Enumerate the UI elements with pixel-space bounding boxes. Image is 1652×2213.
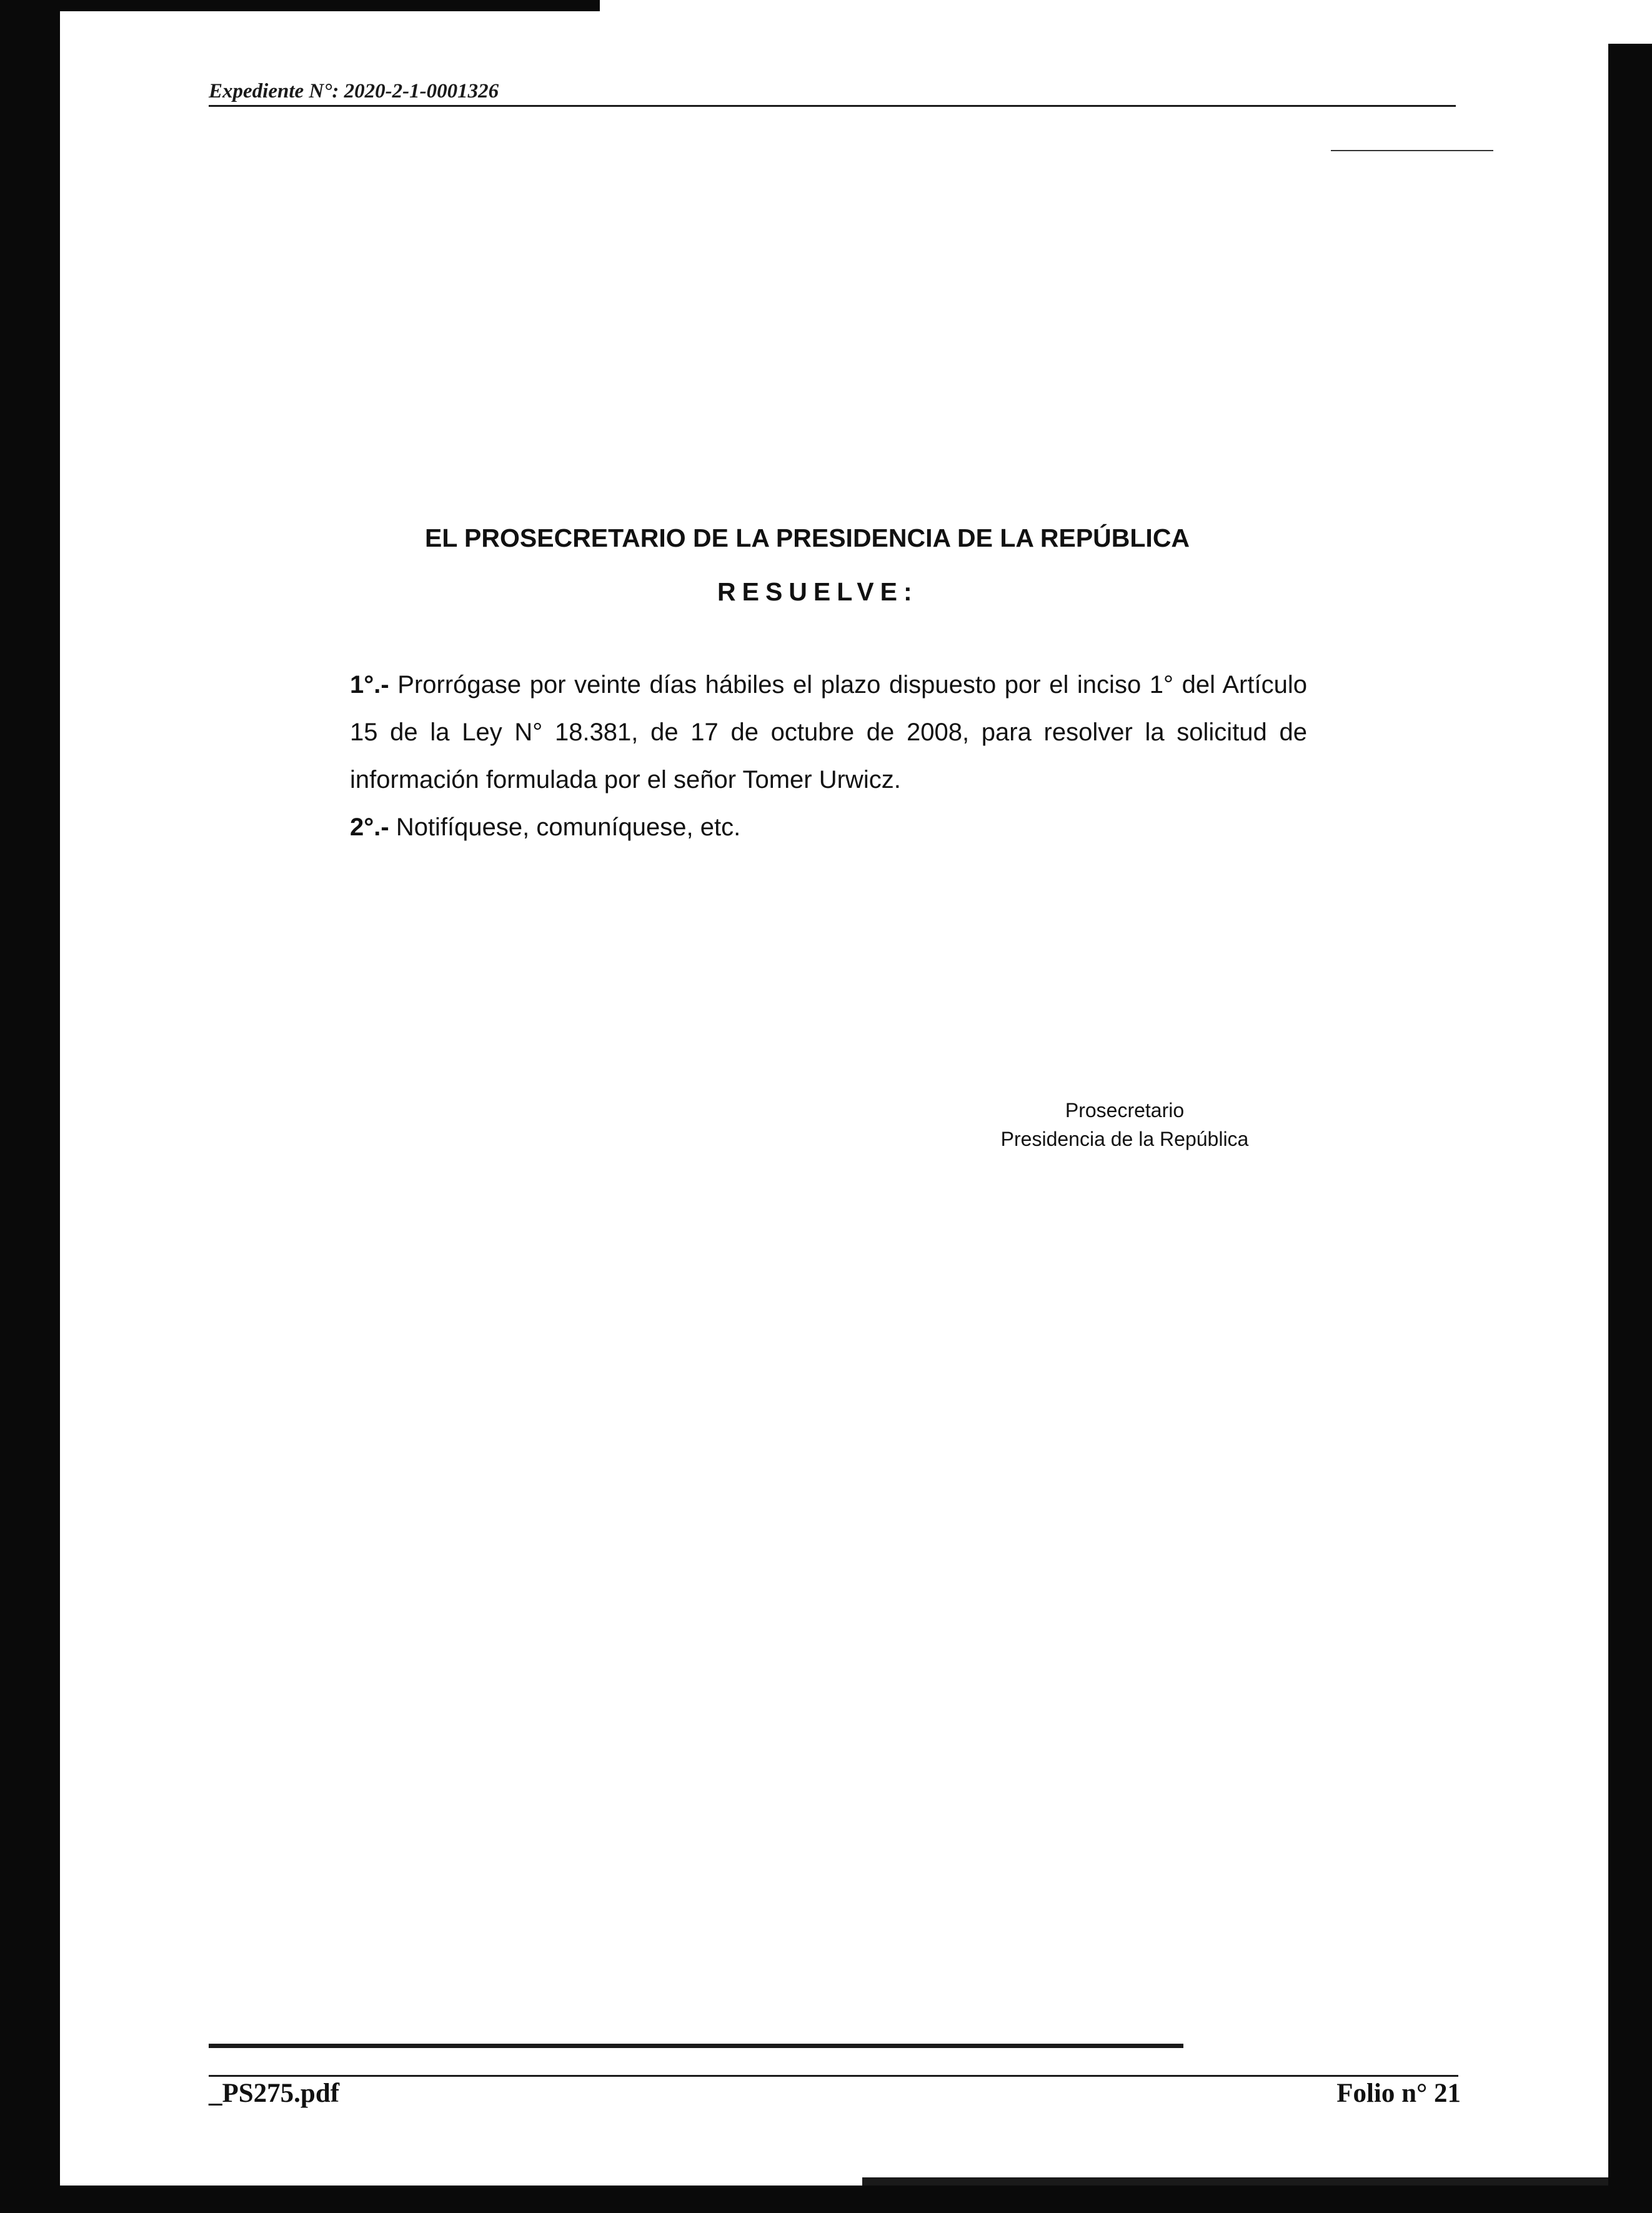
signature-office: Presidencia de la República <box>1000 1128 1249 1150</box>
scan-border-right <box>1608 44 1652 2213</box>
footer-folio-number: Folio n° 21 <box>1336 2079 1461 2108</box>
scan-border-left <box>0 0 60 2213</box>
footer-rule <box>209 2044 1183 2048</box>
signature-block <box>937 1096 1312 1153</box>
clause-2 <box>350 803 1307 851</box>
footer-file-name: _PS275.pdf <box>209 2079 340 2108</box>
resolution-body <box>350 661 1307 851</box>
clause-text: Notifíquese, comuníquese, etc. <box>396 813 741 841</box>
resolve-heading: RESUELVE: <box>717 577 918 606</box>
clause-text: Prorrógase por veinte días hábiles el plazo dispuesto por el inciso 1° del Artículo 15 de la Ley N° 18.381, de 17 de octubre de 2008, para resolver la solicitud de información formulada por el señor Tomer Urwicz. <box>350 671 1307 793</box>
clause-number: 2°.- <box>350 813 389 841</box>
clause-1 <box>350 661 1307 803</box>
footer-rule-secondary <box>209 2075 1458 2077</box>
scan-border-bottom-shadow <box>862 2177 1608 2186</box>
header-rule <box>209 105 1456 107</box>
header-rule-secondary <box>1331 150 1493 151</box>
expediente-number: Expediente N°: 2020-2-1-0001326 <box>209 80 499 102</box>
scan-border-bottom <box>60 2186 1608 2213</box>
scan-border-top <box>0 0 600 11</box>
signature-title: Prosecretario <box>1065 1099 1185 1121</box>
clause-number: 1°.- <box>350 671 389 699</box>
authority-heading: EL PROSECRETARIO DE LA PRESIDENCIA DE LA REPÚBLICA <box>425 524 1190 552</box>
